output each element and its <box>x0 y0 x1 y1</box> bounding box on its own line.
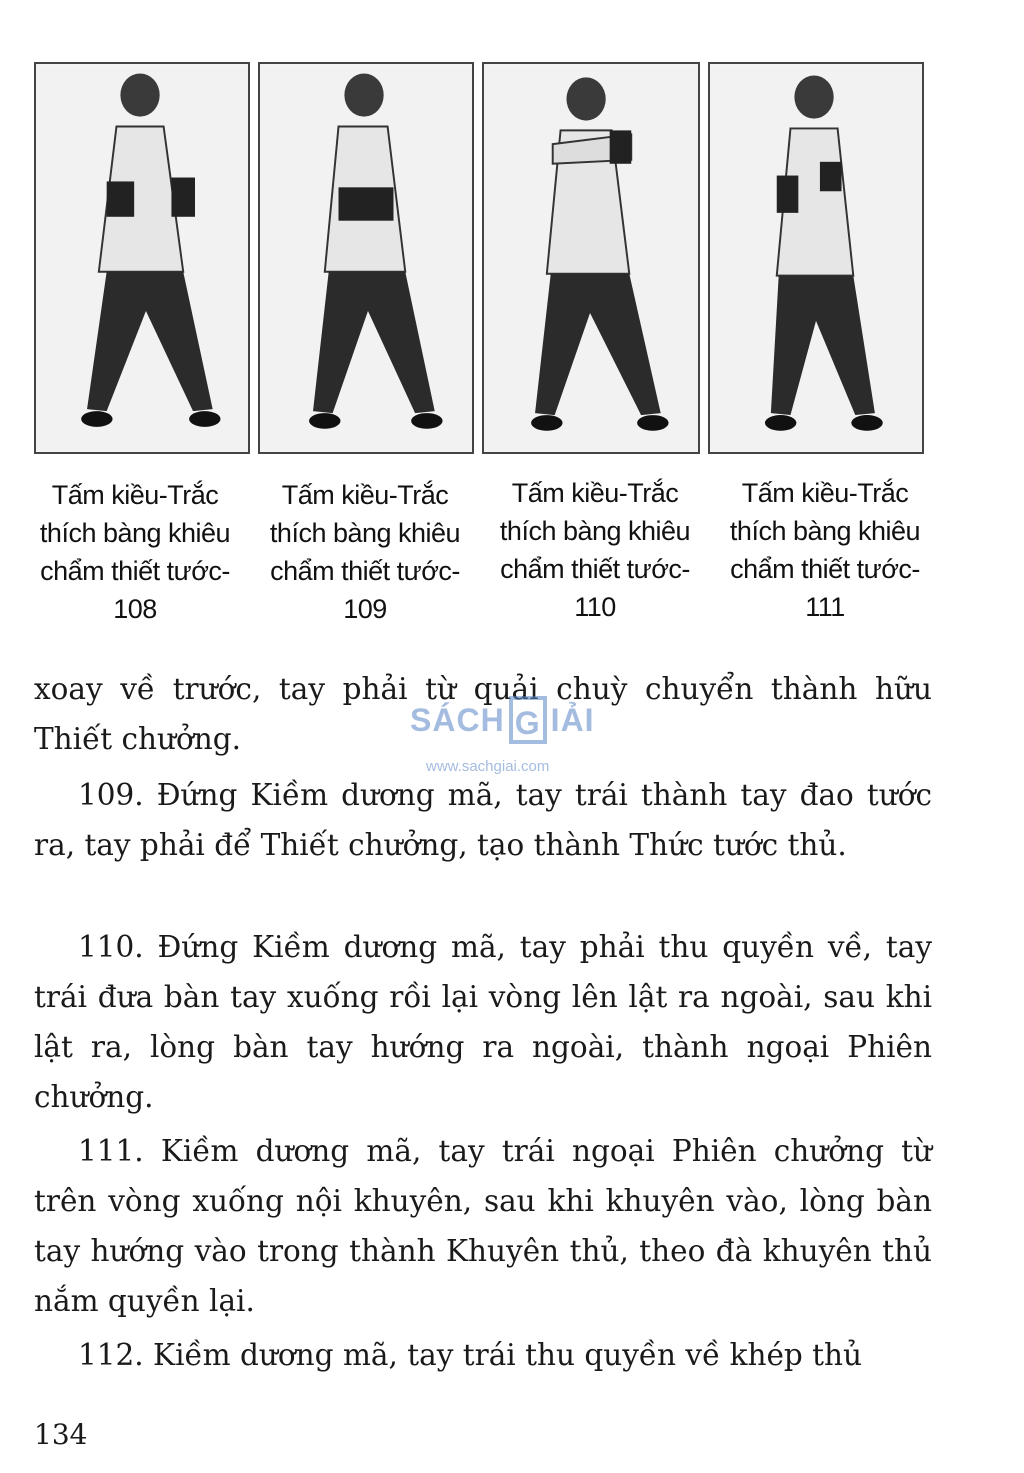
caption-line: Tấm kiều-Trắc <box>511 478 679 508</box>
watermark-logo <box>410 696 620 744</box>
photo-111 <box>708 62 924 454</box>
caption-line: chẩm thiết tước- <box>40 556 230 586</box>
photo-110 <box>482 62 700 454</box>
caption-line: thích bàng khiêu <box>39 518 231 548</box>
page-number: 134 <box>34 1418 88 1451</box>
martial-artist-illustration <box>484 64 698 452</box>
paragraph-109: 109. Đứng Kiềm dương mã, tay trái thành tay đao tước ra, tay phải để Thiết chưởng, tạo thành Thức tước thủ. <box>34 778 932 862</box>
paragraph-continuation: xoay về trước, tay phải từ quải chuỳ chuyển thành hữu Thiết chưởng. <box>34 672 932 756</box>
photo-108 <box>34 62 250 454</box>
caption-line: chẩm thiết tước- <box>730 554 920 584</box>
watermark-g-icon: G <box>509 696 547 744</box>
caption-108 <box>28 476 242 628</box>
caption-line: thích bàng khiêu <box>269 518 461 548</box>
caption-number: 109 <box>343 594 387 624</box>
caption-line: Tấm kiều-Trắc <box>281 480 449 510</box>
caption-110 <box>488 474 702 626</box>
paragraph-111: 111. Kiềm dương mã, tay trái ngoại Phiên chưởng từ trên vòng xuống nội khuyên, sau khi khuyên vào, lòng bàn tay hướng vào trong thành Khuyên thủ, theo đà khuyên thủ nắm quyền lại. <box>34 1134 932 1318</box>
caption-number: 110 <box>574 592 616 622</box>
caption-line: thích bàng khiêu <box>499 516 691 546</box>
watermark-brand-left: SÁCH <box>410 701 505 738</box>
caption-line: thích bàng khiêu <box>729 516 921 546</box>
martial-artist-illustration <box>36 64 248 452</box>
watermark-brand-right: IẢI <box>550 701 595 738</box>
figure-strip <box>34 62 924 460</box>
caption-line: chẩm thiết tước- <box>270 556 460 586</box>
caption-line: chẩm thiết tước- <box>500 554 690 584</box>
caption-111 <box>718 474 932 626</box>
paragraph-110: 110. Đứng Kiềm dương mã, tay phải thu quyền về, tay trái đưa bàn tay xuống rồi lại vòng lên lật ra ngoài, sau khi lật ra, lòng bàn tay hướng ra ngoài, thành ngoại Phiên chưởng. <box>34 930 932 1114</box>
photo-109 <box>258 62 474 454</box>
caption-line: Tấm kiều-Trắc <box>741 478 909 508</box>
watermark <box>410 696 620 776</box>
paragraph-112: 112. Kiềm dương mã, tay trái thu quyền về khép thủ <box>78 1338 863 1372</box>
watermark-url: www.sachgiai.com <box>426 758 550 775</box>
caption-number: 108 <box>113 594 157 624</box>
martial-artist-illustration <box>710 64 922 452</box>
caption-line: Tấm kiều-Trắc <box>51 480 219 510</box>
caption-109 <box>258 476 472 628</box>
caption-number: 111 <box>805 592 845 622</box>
martial-artist-illustration <box>260 64 472 452</box>
